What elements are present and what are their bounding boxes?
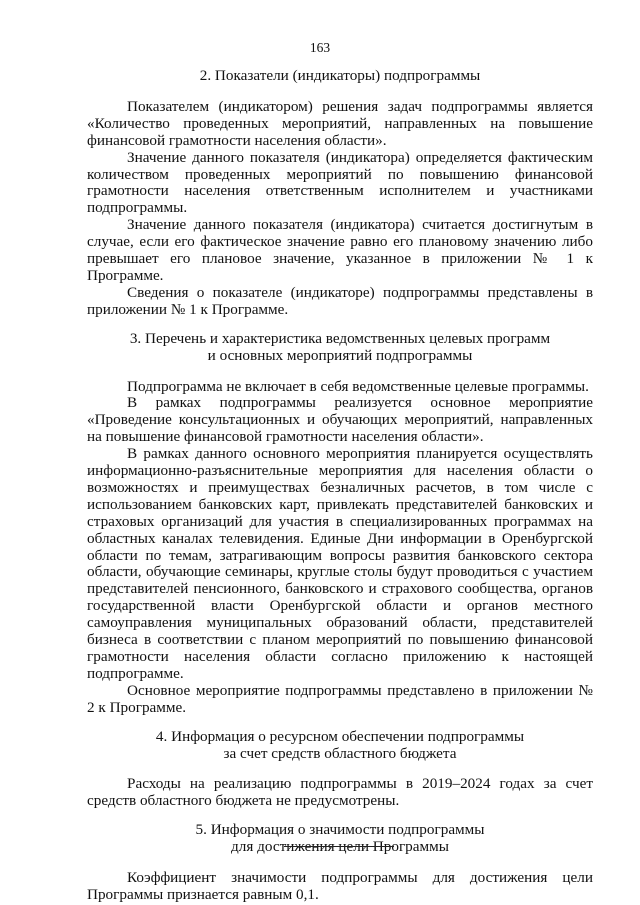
paragraph: Значение данного показателя (индикатора) определяется фактическим количеством проведенных мероприятий по повышению финансовой грамотности населения ответственным исполнителем и участниками подпрограммы. [87, 148, 593, 217]
paragraph: Сведения о показателе (индикаторе) подпрограммы представлены в приложении № 1 к Программе. [87, 283, 593, 318]
paragraph: Подпрограмма не включает в себя ведомственные целевые программы. [127, 377, 589, 395]
paragraph: Коэффициент значимости подпрограммы для достижения цели Программы признается равным 0,1. [87, 869, 593, 903]
section-programs-list [87, 331, 593, 717]
section-resources [87, 729, 593, 811]
section-heading: 4. Информация о ресурсном обеспечении подпрограммы за счет средств областного бюджета [155, 727, 525, 762]
paragraph: В рамках данного основного мероприятия планируется осуществлять информационно-разъяснительные мероприятия для населения области о возможностях и преимуществах безналичных расчетов, в том числе с использованием банковских карт, привлекать представителей банковских и страховых организаций для участия в специализированных программах на областных каналах телевидения. Единые Дни информации в Оренбургской области по темам, затрагивающим вопросы развития банковского сектора области, обучающие семинары, круглые столы будут проводиться с участием представителей пенсионного, банковского и страхового сообщества, органов государственной власти Оренбургской области и органов местного самоуправления муниципальных образований области, представителей бизнеса в соответствии с планом мероприятий по повышению финансовой грамотности населения области согласно приложению к настоящей подпрограмме. [87, 445, 593, 682]
paragraph: В рамках подпрограммы реализуется основное мероприятие «Проведение консультационных и обучающих мероприятий, направленных на повышение финансовой грамотности населения области». [87, 394, 593, 446]
paragraph: Основное мероприятие подпрограммы представлено в приложении № 2 к Программе. [87, 681, 593, 716]
page-number: 163 [309, 40, 331, 55]
section-significance [87, 822, 593, 904]
end-rule [284, 846, 394, 847]
section-heading: 3. Перечень и характеристика ведомственных целевых программ и основных мероприятий подпрограммы [129, 329, 551, 364]
section-heading: 2. Показатели (индикаторы) подпрограммы [199, 67, 481, 84]
section-indicators [87, 68, 593, 319]
paragraph: Расходы на реализацию подпрограммы в 2019–2024 годах за счет средств областного бюджета не предусмотрены. [87, 775, 593, 810]
page-content [87, 68, 593, 904]
section-heading: 5. Информация о значимости подпрограммы для достижения цели Программы [195, 821, 485, 856]
paragraph: Показателем (индикатором) решения задач подпрограммы является «Количество проведенных мероприятий, направленных на повышение финансовой грамотности населения области». [87, 97, 593, 149]
paragraph: Значение данного показателя (индикатора) считается достигнутым в случае, если его фактическое значение равно его плановому значению либо превышает его плановое значение, указанное в приложении № 1 к Программе. [87, 216, 593, 284]
